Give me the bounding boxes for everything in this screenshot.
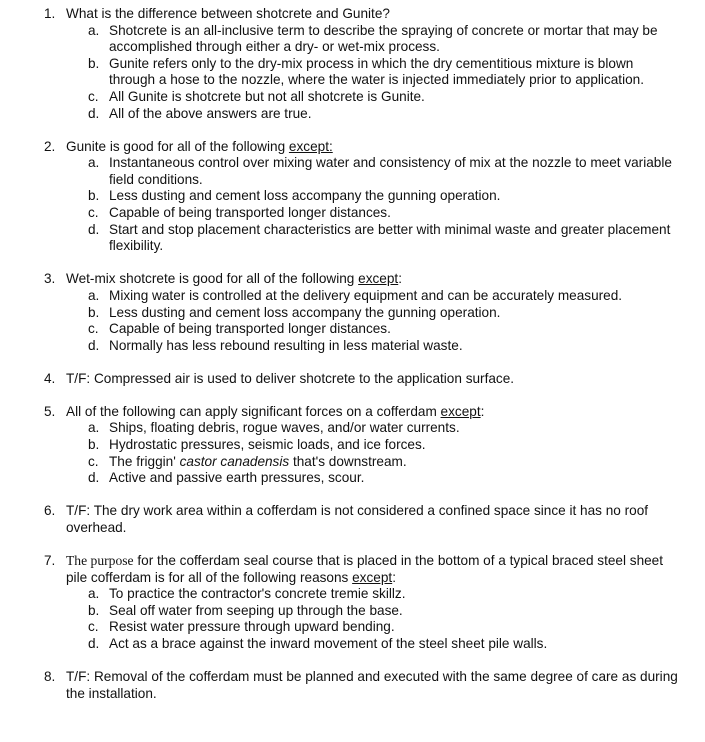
answer-letter: b. xyxy=(88,304,100,320)
answer-text: Start and stop placement characteristics are better with minimal waste and greater placement flexibility. xyxy=(109,221,671,254)
answer-letter: d. xyxy=(88,470,100,486)
except-keyword: except: xyxy=(288,138,333,154)
question-text-part: Gunite is good for all of the following xyxy=(66,138,289,154)
answer-list xyxy=(66,586,683,652)
question-6 xyxy=(0,503,683,536)
answer-option xyxy=(66,636,683,653)
answer-text: Mixing water is controlled at the delivery equipment and can be accurately measured. xyxy=(109,287,623,303)
answer-text-part: that's downstream. xyxy=(289,453,407,469)
answer-list xyxy=(66,155,683,255)
answer-text: Resist water pressure through upward bending. xyxy=(109,619,395,635)
answer-letter: c. xyxy=(88,453,99,469)
answer-text: Capable of being transported longer distances. xyxy=(109,321,391,337)
answer-letter: d. xyxy=(88,221,100,237)
answer-list xyxy=(66,420,683,486)
question-text-part: : xyxy=(480,403,485,419)
question-4 xyxy=(0,371,683,388)
answer-text: To practice the contractor's concrete tremie skillz. xyxy=(109,586,406,602)
answer-option xyxy=(66,619,683,636)
answer-option xyxy=(66,586,683,603)
answer-letter: a. xyxy=(88,155,100,171)
answer-letter: d. xyxy=(88,105,100,121)
answer-option xyxy=(66,470,683,487)
answer-option xyxy=(66,437,683,454)
answer-text: Less dusting and cement loss accompany the gunning operation. xyxy=(109,304,501,320)
answer-text: Shotcrete is an all-inclusive term to describe the spraying of concrete or mortar that may be accomplished through either a dry- or wet-mix process. xyxy=(109,22,658,55)
answer-text: Seal off water from seeping up through the base. xyxy=(109,602,403,618)
except-keyword: except xyxy=(440,403,481,419)
answer-letter: a. xyxy=(88,287,100,303)
answer-option xyxy=(66,106,683,123)
question-7 xyxy=(0,553,683,653)
answer-text: Capable of being transported longer distances. xyxy=(109,205,391,221)
question-number: 4. xyxy=(44,370,56,386)
question-number: 8. xyxy=(44,669,56,685)
answer-option xyxy=(66,603,683,620)
question-text xyxy=(66,553,683,586)
question-text xyxy=(66,139,683,156)
answer-text: Gunite refers only to the dry-mix process in which the dry cementitious mixture is blown through a hose to the nozzle, where the water is injected immediately prior to application. xyxy=(109,55,644,88)
question-text-part: : xyxy=(392,569,396,585)
question-8 xyxy=(0,669,683,702)
answer-text: All of the above answers are true. xyxy=(109,105,312,121)
answer-option xyxy=(66,155,683,188)
answer-text xyxy=(109,454,407,469)
answer-text: All Gunite is shotcrete but not all shotcrete is Gunite. xyxy=(109,88,425,104)
answer-option xyxy=(66,305,683,322)
answer-text: Ships, floating debris, rogue waves, and/or water currents. xyxy=(109,420,460,436)
answer-letter: b. xyxy=(88,437,100,453)
answer-option xyxy=(66,23,683,56)
answer-option xyxy=(66,338,683,355)
answer-letter: b. xyxy=(88,188,100,204)
answer-text-part: The friggin' xyxy=(109,453,180,469)
question-2 xyxy=(0,139,683,255)
question-text: T/F: The dry work area within a cofferdam is not considered a confined space since it has no roof overhead. xyxy=(66,503,649,535)
question-number: 1. xyxy=(44,6,56,21)
answer-text: Normally has less rebound resulting in less material waste. xyxy=(109,337,463,353)
answer-letter: c. xyxy=(88,321,99,337)
question-text-part: for the cofferdam seal course that is placed in the bottom of a typical braced steel sheet pile cofferdam is for all of the following reasons xyxy=(66,553,664,585)
answer-option xyxy=(66,321,683,338)
answer-letter: c. xyxy=(88,205,99,221)
answer-option xyxy=(66,454,683,471)
question-number: 5. xyxy=(44,403,56,419)
answer-text: Less dusting and cement loss accompany the gunning operation. xyxy=(109,188,501,204)
answer-letter: c. xyxy=(88,619,99,635)
question-text: T/F: Compressed air is used to deliver shotcrete to the application surface. xyxy=(66,370,515,386)
answer-letter: c. xyxy=(88,88,99,104)
except-keyword: except xyxy=(358,271,399,287)
answer-option xyxy=(66,188,683,205)
question-number: 2. xyxy=(44,138,56,154)
answer-letter: b. xyxy=(88,55,100,71)
question-text-part: All of the following can apply significant forces on a cofferdam xyxy=(66,403,441,419)
answer-text: Act as a brace against the inward movement of the steel sheet pile walls. xyxy=(109,636,548,651)
answer-letter: a. xyxy=(88,586,100,602)
question-text-serif-part: The purpose xyxy=(66,553,134,569)
answer-option xyxy=(66,222,683,255)
answer-text: Hydrostatic pressures, seismic loads, and ice forces. xyxy=(109,437,426,453)
answer-text: Active and passive earth pressures, scour. xyxy=(109,470,365,486)
question-number: 6. xyxy=(44,503,56,519)
answer-text: Instantaneous control over mixing water and consistency of mix at the nozzle to meet variable field conditions. xyxy=(109,155,672,187)
italic-species-name: castor canadensis xyxy=(179,453,290,469)
answer-letter: b. xyxy=(88,602,100,618)
answer-letter: a. xyxy=(88,420,100,436)
question-text: What is the difference between shotcrete and Gunite? xyxy=(66,6,390,21)
question-text xyxy=(66,271,683,288)
answer-list xyxy=(66,288,683,354)
answer-option xyxy=(66,56,683,89)
answer-option xyxy=(66,288,683,305)
question-3 xyxy=(0,271,683,354)
answer-option xyxy=(66,420,683,437)
question-number: 3. xyxy=(44,271,56,287)
question-text: T/F: Removal of the cofferdam must be planned and executed with the same degree of care as during the installation. xyxy=(66,669,678,701)
question-number: 7. xyxy=(44,553,56,569)
question-5 xyxy=(0,404,683,487)
answer-list xyxy=(66,23,683,123)
answer-letter: d. xyxy=(88,337,100,353)
answer-letter: a. xyxy=(88,22,100,38)
except-keyword: except xyxy=(352,569,393,585)
question-1 xyxy=(0,6,683,122)
question-text-part: Wet-mix shotcrete is good for all of the following xyxy=(66,271,359,287)
answer-option xyxy=(66,89,683,106)
question-text xyxy=(66,404,683,421)
question-list xyxy=(0,6,683,702)
answer-letter: d. xyxy=(88,636,100,651)
question-text-part: : xyxy=(398,271,402,287)
answer-option xyxy=(66,205,683,222)
